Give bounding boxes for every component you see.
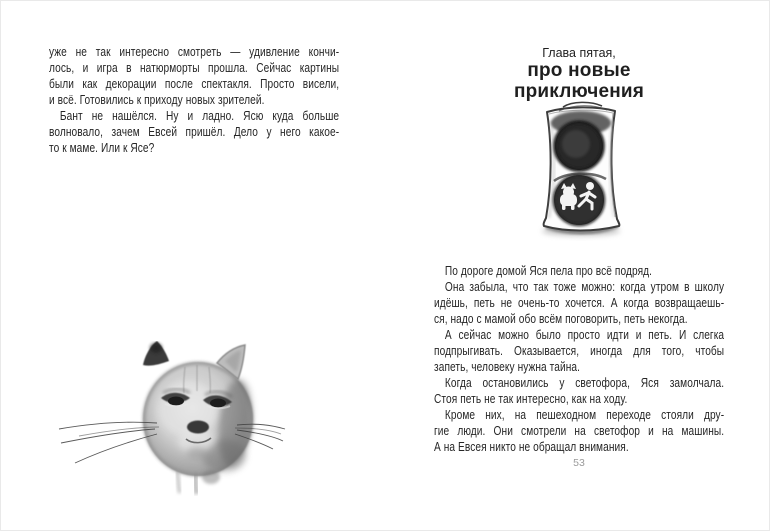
text-line: гие люди. Они смотрели на светофор и на машины.	[434, 423, 725, 438]
chapter-heading	[434, 46, 724, 102]
text-line: Кроме них, на пешеходном переходе стояли дру-	[444, 407, 725, 422]
chapter-title-line-2: приключения	[513, 81, 645, 102]
paragraph	[434, 263, 724, 279]
paragraph	[49, 44, 339, 108]
text-line: Когда остановились у светофора, Яся замолчала.	[444, 375, 725, 390]
text-line: и всё. Готовились к приходу новых зрителей.	[49, 92, 265, 107]
traffic-light-illustration-icon	[534, 99, 629, 241]
text-line: ся, надо с мамой обо всём поговорить, петь некогда.	[434, 311, 688, 326]
paragraph	[49, 108, 339, 156]
text-line: волновало, зачем Евсей пришёл. Дело у него какое-	[49, 124, 340, 139]
walk-cat-figure-icon	[560, 183, 577, 210]
text-line: Бант не нашёлся. Ну и ладно. Ясю куда больше	[59, 108, 340, 123]
cat-illustration-icon	[39, 341, 294, 496]
text-line: то к маме. Или к Ясе?	[49, 140, 155, 155]
text-line: уже не так интересно смотреть — удивление кончи-	[49, 44, 340, 59]
text-line: А сейчас можно было просто идти и петь. И слегка	[444, 327, 725, 342]
left-page-text	[49, 44, 339, 156]
text-line: По дороге домой Яся пела про всё подряд.	[444, 263, 653, 278]
text-line: запеть, человеку нужна тайна.	[434, 359, 581, 374]
text-line: лось, и игра в натюрморты прошла. Сейчас картины	[49, 60, 340, 75]
right-page-text	[434, 263, 724, 455]
paragraph	[434, 375, 724, 407]
paragraph	[434, 407, 724, 455]
text-line: А на Евсея никто не обращал внимания.	[434, 439, 629, 454]
text-line: Она забыла, что так тоже можно: когда утром в школу	[444, 279, 725, 294]
text-line: были как декорации после спектакля. Просто висели,	[49, 76, 340, 91]
text-line: Стоя петь не так интересно, как на ходу.	[434, 391, 628, 406]
chapter-kicker: Глава пятая,	[542, 46, 616, 60]
text-line: подпрыгивать. Оказывается, иногда для того, чтобы	[434, 343, 725, 358]
page-number: 53	[573, 457, 585, 469]
chapter-title-line-1: про новые	[527, 60, 631, 81]
paragraph	[434, 327, 724, 375]
paragraph	[434, 279, 724, 327]
text-line: идёшь, петь не очень-то хочется. А когда возвращаешь-	[434, 295, 725, 310]
